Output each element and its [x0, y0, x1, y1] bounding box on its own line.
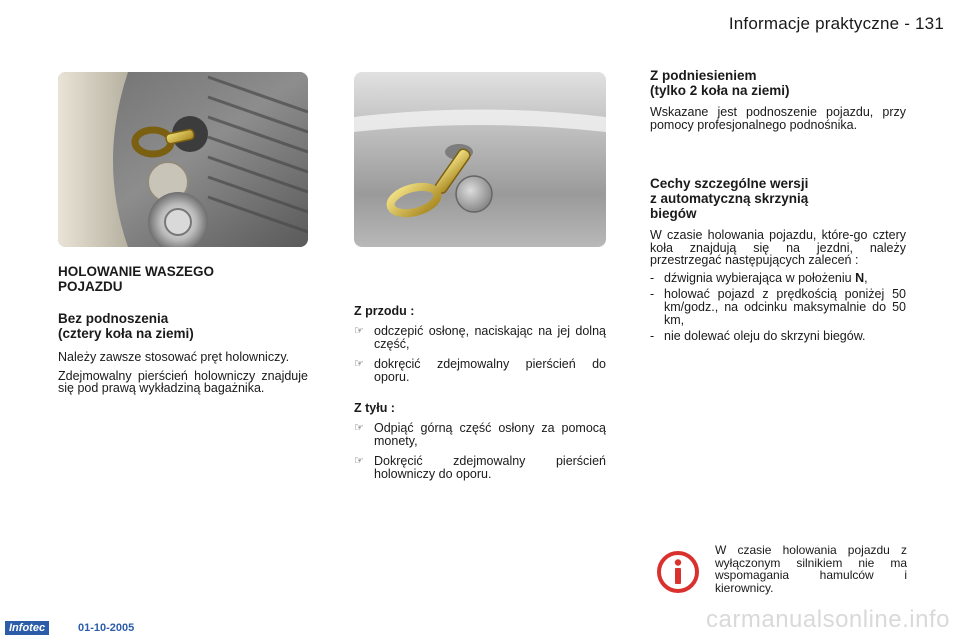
automatic-rule-1-text: dźwignia wybierająca w położeniu — [664, 270, 856, 285]
towing-title-line2: POJAZDU — [58, 279, 123, 294]
front-step-2-text: dokręcić zdejmowalny pierścień do oporu. — [374, 357, 606, 384]
info-circle-icon — [656, 550, 700, 594]
lift-subtitle — [650, 68, 906, 98]
pointing-hand-icon: ☞ — [354, 325, 364, 337]
automatic-rule-1: - dźwignia wybierająca w położeniu N, — [650, 270, 868, 285]
infotec-logo: Infotec — [5, 621, 49, 635]
front-tow-hook-illustration — [58, 72, 308, 247]
gear-position-value: N — [855, 270, 865, 285]
rear-step-2 — [354, 455, 606, 481]
automatic-rule-3-text: nie dolewać oleju do skrzyni biegów. — [664, 328, 866, 343]
no-lift-subtitle-line2: (cztery koła na ziemi) — [58, 326, 194, 341]
lift-and-auto-section — [650, 68, 906, 343]
pointing-hand-icon: ☞ — [354, 358, 364, 370]
rear-tow-hook-photo — [354, 72, 606, 247]
lift-subtitle-line1: Z podniesieniem — [650, 68, 757, 83]
no-lift-subtitle — [58, 311, 308, 341]
front-label: Z przodu : — [354, 304, 415, 318]
front-step-2 — [354, 358, 606, 384]
fitting-instructions — [354, 305, 606, 481]
rear-step-1 — [354, 422, 606, 448]
towing-title — [58, 264, 308, 294]
towing-title-line1: HOLOWANIE WASZEGO — [58, 264, 215, 279]
footer-date: 01-10-2005 — [78, 622, 135, 634]
automatic-rule-3: - nie dolewać oleju do skrzyni biegów. — [650, 328, 866, 343]
automatic-paragraph: W czasie holowania pojazdu, które-go cztery koła znajdują się na jezdni, należy przestrzegać następujących zaleceń : — [650, 228, 906, 267]
site-watermark: carmanualsonline.info — [706, 606, 950, 633]
automatic-rule-2-text: holować pojazd z prędkością poniżej 50 km/godz., na odcinku maksymalnie do 50 km, — [664, 286, 906, 327]
rear-label: Z tyłu : — [354, 401, 395, 415]
front-tow-hook-photo — [58, 72, 308, 247]
tow-ring-location-paragraph: Zdejmowalny pierścień holowniczy znajduje się pod prawą wykładziną bagażnika. — [58, 368, 308, 395]
page-header-title: Informacje praktyczne - 131 — [728, 14, 944, 33]
lift-subtitle-line2: (tylko 2 koła na ziemi) — [650, 83, 790, 98]
automatic-subtitle-line1: Cechy szczególne wersji — [650, 176, 809, 191]
tow-bar-paragraph: Należy zawsze stosować pręt holowniczy. — [58, 350, 290, 364]
lift-paragraph: Wskazane jest podnoszenie pojazdu, przy pomocy profesjonalnego podnośnika. — [650, 105, 906, 132]
rear-tow-hook-illustration — [354, 72, 606, 247]
rear-step-1-text: Odpiąć górną część osłony za pomocą monety, — [374, 421, 606, 448]
pointing-hand-icon: ☞ — [354, 455, 364, 467]
info-note-text: W czasie holowania pojazdu z wyłączonym silnikiem nie ma wspomagania hamulców i kierownicy. — [715, 543, 907, 595]
pointing-hand-icon: ☞ — [354, 422, 364, 434]
automatic-gearbox-subtitle — [650, 176, 906, 221]
automatic-subtitle-line2: z automatyczną skrzynią — [650, 191, 809, 206]
rear-step-2-text: Dokręcić zdejmowalny pierścień holowniczy do oporu. — [374, 454, 606, 481]
front-step-1 — [354, 325, 606, 351]
front-step-1-text: odczepić osłonę, naciskając na jej dolną część, — [374, 324, 606, 351]
automatic-rule-2: - holować pojazd z prędkością poniżej 50 km/godz., na odcinku maksymalnie do 50 km, — [650, 286, 906, 327]
towing-section — [58, 264, 308, 395]
no-lift-subtitle-line1: Bez podnoszenia — [58, 311, 169, 326]
automatic-subtitle-line3: biegów — [650, 206, 697, 221]
